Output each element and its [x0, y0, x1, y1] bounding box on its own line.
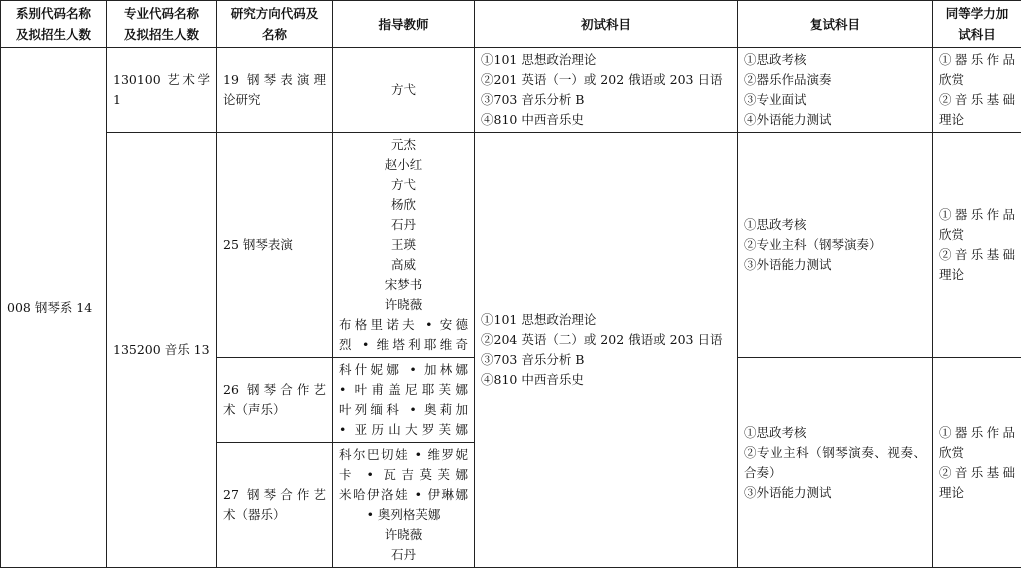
table-row — [1, 133, 1021, 358]
advisor-cell: 科什妮娜 • 加林娜 • 叶甫盖尼耶芙娜 叶列缅科 • 奥莉加 • 亚历山大罗芙娜 — [333, 358, 475, 443]
header-equivalent: 同等学力加 试科目 — [933, 1, 1021, 48]
initial-subjects-cell: ①101 思想政治理论 ②201 英语（一）或 202 俄语或 203 日语 ③703 音乐分析 B ④810 中西音乐史 — [475, 48, 738, 133]
advisor-cell: 方弋 — [333, 48, 475, 133]
direction-cell: 19 钢琴表演理 论研究 — [217, 48, 333, 133]
initial-subjects-cell: ①101 思想政治理论 ②204 英语（二）或 202 俄语或 203 日语 ③703 音乐分析 B ④810 中西音乐史 — [475, 133, 738, 568]
header-row — [1, 1, 1021, 48]
advisor-cell: 科尔巴切娃 • 维罗妮 卡 • 瓦吉莫芙娜 米哈伊洛娃 • 伊琳娜 • 奥列格芙娜 许晓薇 石丹 — [333, 443, 475, 568]
dept-cell: 008 钢琴系 14 — [1, 48, 107, 568]
header-retest: 复试科目 — [738, 1, 933, 48]
direction-cell: 25 钢琴表演 — [217, 133, 333, 358]
major-cell: 135200 音乐 13 — [107, 133, 217, 568]
direction-cell: 26 钢琴合作艺 术（声乐） — [217, 358, 333, 443]
equivalent-subjects-cell: ①器乐作品 欣赏 ②音乐基础 理论 — [933, 133, 1021, 358]
header-initial: 初试科目 — [475, 1, 738, 48]
equivalent-subjects-cell: ①器乐作品 欣赏 ②音乐基础 理论 — [933, 48, 1021, 133]
retest-subjects-cell: ①思政考核 ②专业主科（钢琴演奏、视奏、 合奏） ③外语能力测试 — [738, 358, 933, 568]
header-advisor: 指导教师 — [333, 1, 475, 48]
retest-subjects-cell: ①思政考核 ②器乐作品演奏 ③专业面试 ④外语能力测试 — [738, 48, 933, 133]
major-cell: 130100 艺术学 1 — [107, 48, 217, 133]
retest-subjects-cell: ①思政考核 ②专业主科（钢琴演奏） ③外语能力测试 — [738, 133, 933, 358]
header-direction: 研究方向代码及 名称 — [217, 1, 333, 48]
advisor-cell: 元杰 赵小红 方弋 杨欣 石丹 王瑛 高威 宋梦书 许晓薇 布格里诺夫 • 安德 烈 • 维塔利耶维奇 — [333, 133, 475, 358]
header-major: 专业代码名称 及拟招生人数 — [107, 1, 217, 48]
direction-cell: 27 钢琴合作艺 术（器乐） — [217, 443, 333, 568]
header-dept: 系别代码名称 及拟招生人数 — [1, 1, 107, 48]
equivalent-subjects-cell: ①器乐作品 欣赏 ②音乐基础 理论 — [933, 358, 1021, 568]
table-row — [1, 48, 1021, 133]
